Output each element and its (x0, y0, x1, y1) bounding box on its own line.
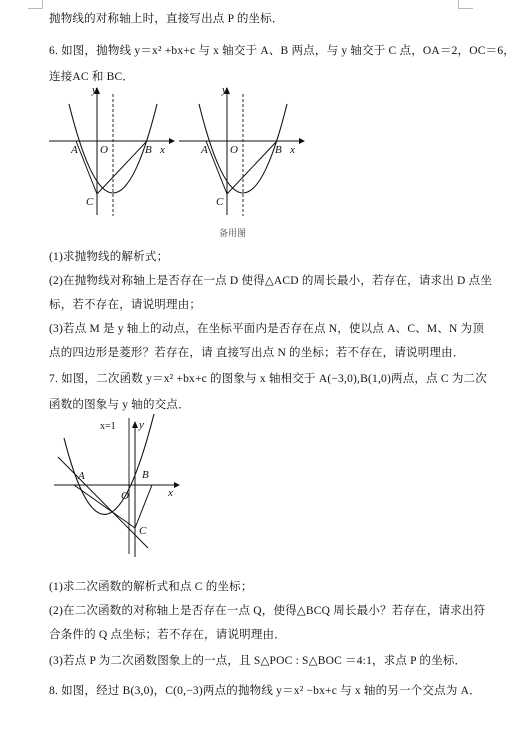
segment-ac (206, 141, 227, 194)
point-b-label: B (142, 469, 149, 481)
x-axis-label: x (168, 487, 173, 499)
figure-parabola-2 (175, 80, 305, 240)
question-1: (1)求二次函数的解析式和点 C 的坐标； (49, 581, 253, 593)
question-3: (3)若点 P 为二次函数图象上的一点，且 S△POC : S△BOC ＝4:1，求点 P 的坐标． (49, 655, 467, 667)
y-axis-label: y (92, 84, 97, 96)
problem-7-statement: 7. 如图，二次函数 y＝x² +bx+c 的图象与 x 轴相交于 A(−3,0),B(1,0)两点，点 C 为二次 (49, 373, 487, 385)
text-line: 合条件的 Q 点坐标；若不存在，请说明理由． (49, 629, 286, 641)
symmetry-axis-label: x=1 (100, 421, 116, 432)
segment-bc (135, 485, 152, 528)
point-c-label: C (86, 196, 94, 208)
text-line: 抛物线的对称轴上时，直接写出点 P 的坐标． (49, 13, 284, 25)
origin-label: O (230, 144, 238, 156)
problem-6-statement: 6. 如图，抛物线 y＝x² +bx+c 与 x 轴交于 A、B 两点，与 y 轴交于 C 点，OA＝2，OC＝6， (49, 45, 515, 57)
point-c-label: C (216, 196, 224, 208)
point-a-label: A (201, 144, 208, 156)
page-corner-mark (28, 0, 43, 9)
y-axis-arrow-icon (132, 421, 138, 428)
text-line: 函数的图象与 y 轴的交点． (49, 399, 190, 411)
x-axis-label: x (290, 144, 295, 156)
x-axis-label: x (160, 144, 165, 156)
y-axis-label: y (222, 84, 227, 96)
y-axis-label: y (139, 419, 144, 431)
question-2: (2)在二次函数的对称轴上是否存在一点 Q，使得△BCQ 周长最小？若存在，请求出符 (49, 605, 486, 617)
origin-label: O (121, 490, 129, 502)
x-axis-arrow-icon (174, 482, 180, 488)
text-line: 标，若不存在，请说明理由； (49, 299, 202, 311)
point-b-label: B (275, 144, 282, 156)
point-b-label: B (145, 144, 152, 156)
origin-label: O (100, 144, 108, 156)
point-c-label: C (139, 525, 147, 537)
text-line: 连接AC 和 BC． (49, 71, 135, 83)
question-1: (1)求抛物线的解析式； (49, 251, 169, 263)
segment-ac (76, 141, 97, 194)
page-corner-mark (458, 0, 473, 9)
x-axis-arrow-icon (299, 138, 305, 144)
text-line: 点的四边形是菱形？若存在，请 直接写出点 N 的坐标；若不存在，请说明理由． (49, 347, 465, 359)
figure-caption: 备用图 (219, 228, 247, 238)
question-3: (3)若点 M 是 y 轴上的动点，在坐标平面内是否存在点 N，使以点 A、C、M、N 为顶 (49, 323, 485, 335)
point-a-label: A (78, 470, 85, 482)
question-2: (2)在抛物线对称轴上是否存在一点 D 使得△ACD 的周长最小，若存在，请求出 D 点坐 (49, 275, 493, 287)
figure-parabola-3 (50, 412, 190, 562)
problem-8-statement: 8. 如图，经过 B(3,0)，C(0,−3)两点的抛物线 y＝x² −bx+c 与 x 轴的另一个交点为 A． (49, 685, 481, 697)
point-a-label: A (71, 144, 78, 156)
figure-parabola-1 (45, 80, 175, 220)
